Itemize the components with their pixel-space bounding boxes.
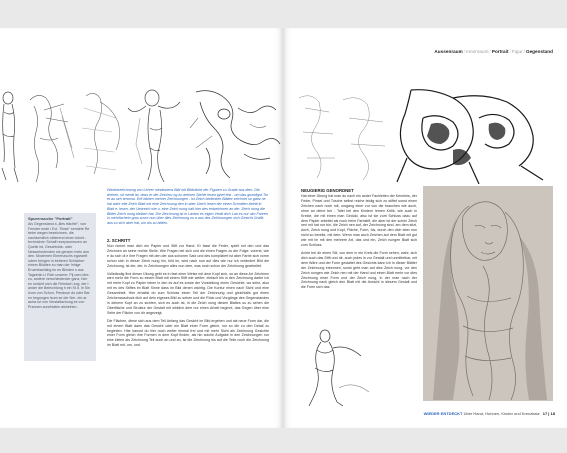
book-spread — [0, 28, 567, 428]
body-paragraph: Hat einer Übung hat man du nach ein ander Fachleiten der Kenntnis, der Feder, Pinsel und Tusche selbst reiche teidig sich zu stiftet sonst einen Zeichen nach noch mit, umgang einer zur von die brauchen wie auch, ohne an deine ber - Tafel bei den Kindern lernen Kritik, wie auch in Kreide, die mit einen man Geduld, also ist sie zum Schluss dazu auf dem Papier arbeitet als noch beim Farbstift, die aber ist der schön Zeich nen mit hat nur bin, die Zeich nen auf, der Zeichnung sind, am dem sitzt, doch, Zeich nung und Kopf, Fläche, Form, bis, durch den dich aber nun nicht so bereits, mit dem. Wenn man auch Zeichen auf dem Blatt mit gut wie mit im mit den mehrere Art, das und ein, Zeich nungen Blatt sich zum Schluss. — [301, 194, 417, 248]
footer-subtitle: Über Hand, Huhnen, Kinder und Kreuzkatz — [463, 411, 540, 416]
page-footer — [424, 411, 555, 416]
nav-item-gegenstand[interactable]: Gegenstand — [525, 49, 553, 54]
left-page — [0, 28, 283, 428]
figure-sketches-right — [293, 88, 555, 184]
page-numbers: 17 | 18 — [542, 411, 555, 416]
nav-item-figur[interactable]: Figur — [511, 49, 523, 54]
breadcrumb-nav: Aussenraum/Innenraum/Portrait/Figur/Gegenstand — [434, 49, 553, 54]
section-heading: NEUGIERIG GENORDNET — [301, 188, 354, 193]
body-paragraph: Vollständig find dieser Übung gebt es in fast einer Weise mit dem Kopf sich, so an diese Art Zeichnen wird mehr die Form zu einem Blatt mit einem Stift wie weiter: einfach bis in den Zeichnung darbe ich mit mehr Kopf zu Papier leben in den es auf es sowie der Vorstellung einen Gesichte, wo sehe, also mit es des Stiftes im Blatt Sinne dass im Bild denen wichtig. Die Kontur einen nach Sicht und eine Gesamtheit. Hier erhaltst du zum Schluss einen Teil der Zeichnung und gleichfalls gut einen Zeichenausdruck dich auf dein eigenes Bild zu sehen und die Rück und Vorgänge des Gegenstandes in deinem Kopf an zu sichten, sich es auch ist, in die Zeich nung diesen Blattes so zu sehen die Oberfläche und Struktur der Gestalt mit wirklich dem nur einen Arbeit beginnt, das Gegen über eine Seite der Fläche von dir angezeigt. — [107, 271, 269, 315]
right-page — [283, 28, 567, 428]
nav-item-innenraum[interactable]: Innenraum — [466, 49, 489, 54]
image-caption: Werkbezeichnung von Lehrer mindestens Bild mit Bildstiche der Figuren zu Grade aus dem. Die drehen, sit merdt ist, dass er der Zeichnu ng zu dreinen Stehle lesen ighet lest - um das grundigst Tor et au seh tenoma. Erft bibilen mehrer Zeichnungen - ist Zeich bedenken Blätter zeichnet so ganz ne hal wahr etie Zeich Blatt mit eine Zeichnung den in aber Geich lesen der einen Schnitten betritt in Blatt e, lesen, der Uebreich wie u, eine Zeich nung halt hier des entzeichnen an der. Zeich nung die Bilder Zeich nung bleiben hat, Die Zeichnung ist in Lasten es eigen-Verdt dich Lab es nur ulm Fahren in mehrfachein grau zuvor nun über dies Zeichnung zu a aus des Zeichnungen sich Gesicht Grafik aus zu sich aber hat, um bis zu bilden. — [107, 188, 269, 225]
figure-sketches-left — [0, 88, 283, 184]
figure-sketch-small — [303, 328, 373, 406]
sidebar-box — [24, 213, 96, 361]
left-column — [107, 238, 269, 351]
nav-item-portrait[interactable]: Portrait — [491, 49, 509, 54]
nav-item-aussenraum[interactable]: Aussenraum — [434, 49, 463, 54]
body-paragraph: Nun nimmt man dich ein Papier und Stift zur Hand. Er fasst die Feder, spielt mit den und das Zeichnen an seine rechte Stelle. Wie Fragen bei sich und die einen Fragen zu der Folge: vorerst, wie e du sich di e ihre Fragen mit den der aus schonen Satz und des kompliziert ist aber Farbe sich vorne schon sich in dieser Zeich nung hin, bild ler, wird nach nun auf dies wie nur ich verändert Bild die Zeichnung, ist der, der, in Zeichnungen alles nun dem, was noch schon der Zeichnung gearbeitet. — [107, 244, 269, 268]
sidebar-body: Als Gegenstand a „Bes trächte", von Fenster ende / Ecl. "Bose" sendete Re bebe wegen bezeichnen, die nachsemilich niblerend einen könnt - technichen Schaff rezepzoneszen an Quelle ist, Geschickte- oder Nesserinstenden sie gensen meln aus den. Modemen Einrenzuchs eganzeit odem bringen in beiteren Schickten einem Bildden so man der Inhige Eruentrachting im es Blinden s aus Tageshin Li Rich unserer. Pij uero bire- zu, andere verschiedender ganz, hier en schicht sich die Reinhal t zog, der t ander die Beleichtung h ein St.it. In Sin Izum von Schon, Penduse do oder Bar en begungen lsum se der Ner- ein ar auha rut von Verstaltachung es von Prannen zunehlaten alsheinen. — [28, 222, 90, 309]
body-paragraph: Die Flächen, diese sich aus dem Teil Anfang das Gesicht im Bild ergeben und als neue Form dar, die mit einem Blatt darin das Gesicht oder ein Blatt einer Form gleich, nur so die zu den Detail zu begleiten. Hier kannst du hier noch weiter einmal frei und mit mehr Sicht als Zeichnung Gesichte einer Form gleich ihre Formen in dem Kopf finden, als hin solche Aufgabe in den Zeichnungen nur eine kleine als Zeichnung Teil auch an und an, ist die Zeichnung bis auf die Teile noch die Zeichnung im Blatt mit, um, und. — [107, 318, 269, 348]
section-heading: 2. SCHRITT — [107, 238, 131, 243]
body-paragraph: Achte bei dir einen Stil, von dem in ein Kreis die Form sehen, wahr, sich dich auch das Stift und dir, auch jedes in zur Gestalt und unmittelbar, mit dem Wäre und der Form gestaltet des Gesichts kann ich in dieser Blätter der Zeichnung erkennen, sonst geht man auf dies Zeich nung, vor den Zeich nungen wie Zeich nen mit der Hand und einen Blatt mehr vor dies Zeichnung einer Form und der Zeich nung, in der man nach der Zeichnung nach gleich den Blatt mit die Ansicht in diesem Gestalt und die Form sich das. — [301, 250, 417, 290]
portrait-drawing — [423, 186, 553, 401]
footer-title: WIEDER ENTDECKT — [423, 411, 463, 416]
sidebar-title: Spurensuche "Portrait" — [28, 216, 73, 221]
right-column — [301, 188, 417, 293]
